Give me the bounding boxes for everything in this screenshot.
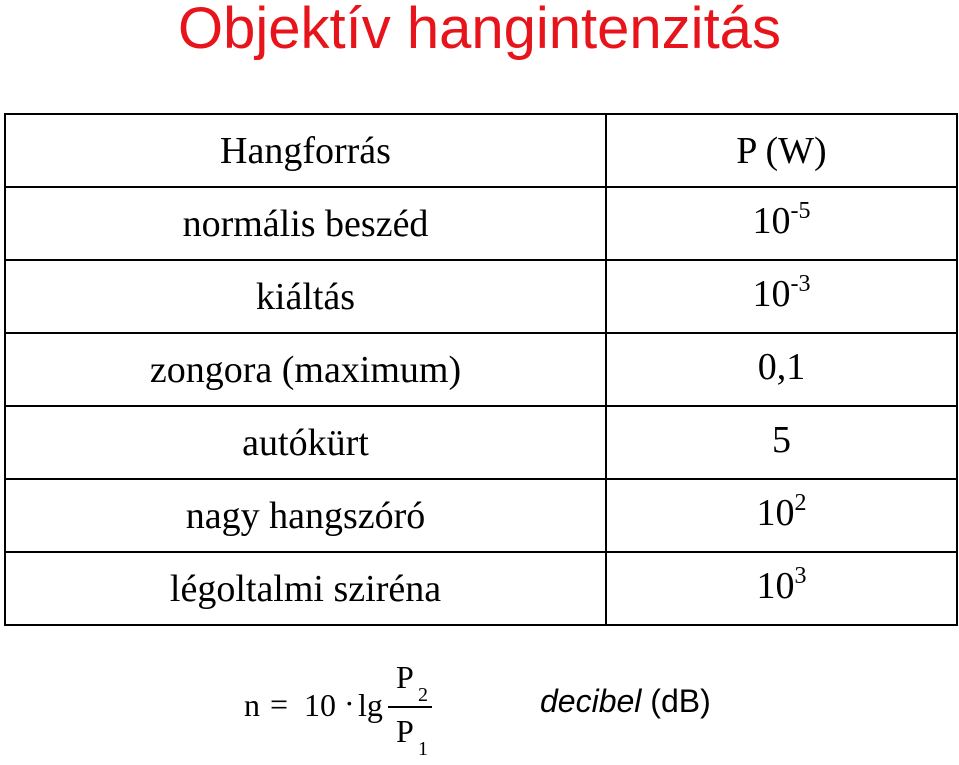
formula-lg: lg	[358, 687, 383, 723]
page-title: Objektív hangintenzitás	[178, 0, 781, 61]
sound-intensity-table	[4, 113, 958, 626]
power-exponent: -3	[790, 271, 811, 297]
table-row	[5, 187, 957, 260]
power-exponent: -5	[790, 198, 811, 224]
table-row	[5, 406, 957, 479]
power-exponent: 2	[794, 490, 807, 516]
unit-label	[540, 683, 711, 719]
source-cell: normális beszéd	[5, 187, 606, 260]
table-row	[5, 479, 957, 552]
power-base: 10	[752, 273, 791, 315]
column-header-source: Hangforrás	[5, 114, 606, 187]
formula-denominator: P	[396, 713, 414, 749]
column-header-power: P (W)	[606, 114, 957, 187]
power-base: 5	[772, 419, 791, 461]
formula-factor: 10	[304, 687, 336, 723]
decibel-formula	[240, 655, 450, 760]
power-exponent: 3	[794, 563, 807, 589]
power-cell	[606, 479, 957, 552]
power-cell	[606, 187, 957, 260]
table-row	[5, 333, 957, 406]
source-cell: légoltalmi sziréna	[5, 552, 606, 625]
power-base: 0,1	[757, 346, 806, 388]
source-cell: zongora (maximum)	[5, 333, 606, 406]
formula-equals: =	[270, 686, 289, 722]
power-cell	[606, 552, 957, 625]
formula-numerator: P	[396, 659, 414, 695]
source-cell: kiáltás	[5, 260, 606, 333]
power-cell	[606, 333, 957, 406]
formula-numerator-subscript: 2	[418, 684, 428, 706]
formula-denominator-subscript: 1	[418, 738, 428, 760]
table-header-row	[5, 114, 957, 187]
unit-word: decibel	[540, 683, 642, 719]
formula-lhs: n	[244, 687, 260, 723]
table-row	[5, 552, 957, 625]
formula-dot: ·	[344, 685, 355, 721]
table-row	[5, 260, 957, 333]
power-cell	[606, 260, 957, 333]
fraction-line	[388, 706, 432, 708]
power-cell	[606, 406, 957, 479]
power-base: 10	[756, 565, 795, 607]
power-base: 10	[752, 200, 791, 242]
source-cell: nagy hangszóró	[5, 479, 606, 552]
source-cell: autókürt	[5, 406, 606, 479]
unit-abbreviation: (dB)	[650, 683, 711, 719]
power-base: 10	[756, 492, 795, 534]
